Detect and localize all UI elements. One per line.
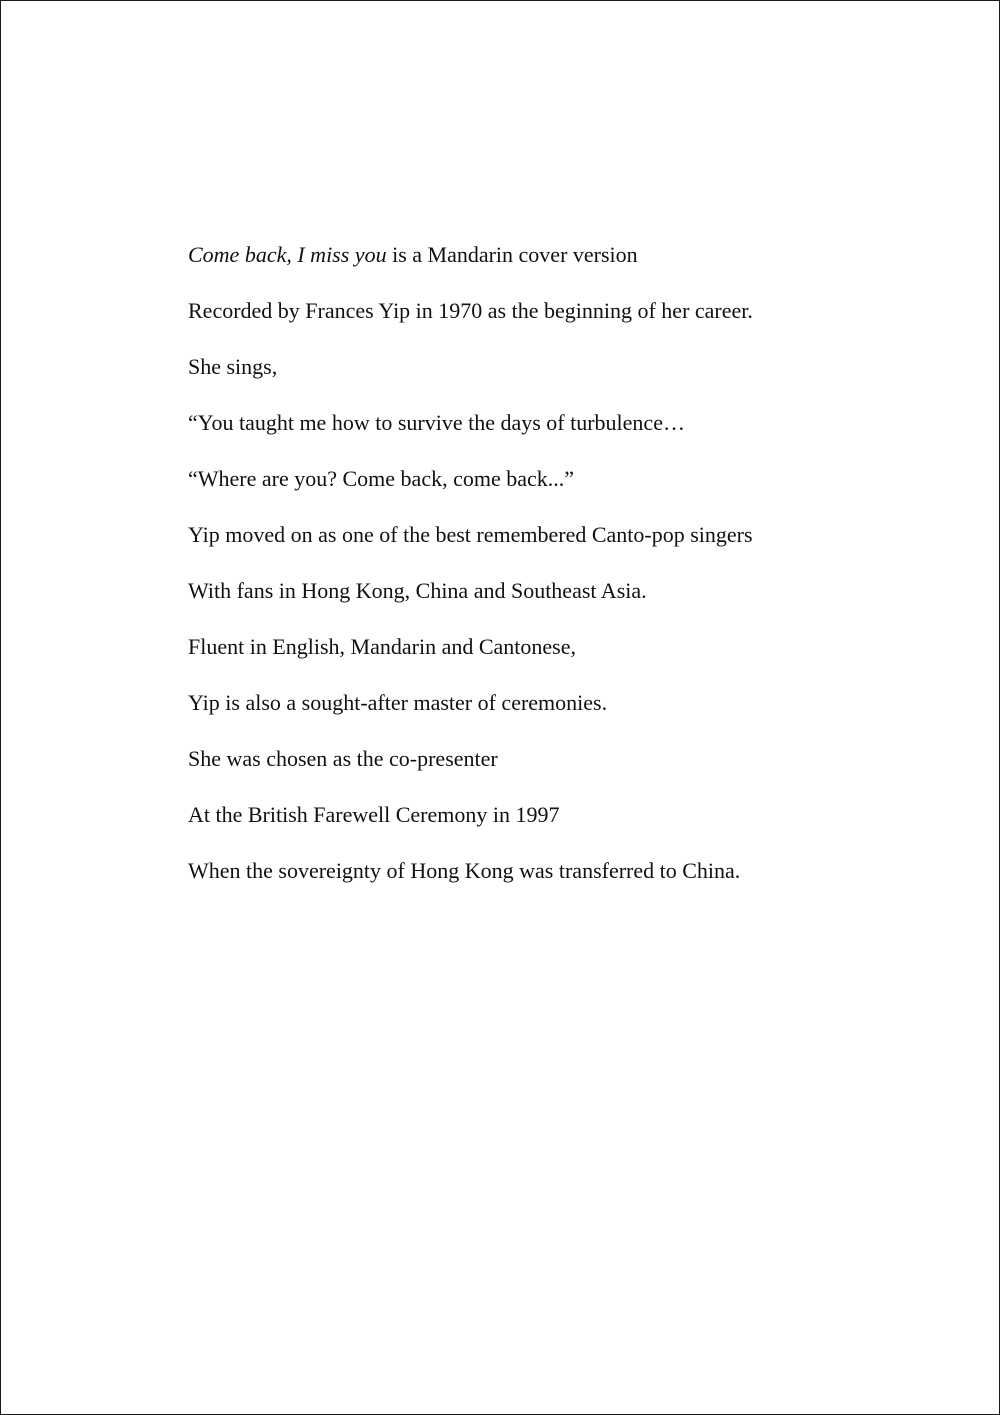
poem-line-8: Fluent in English, Mandarin and Cantonese, [188,634,576,659]
poem-line-3: She sings, [188,354,278,379]
poem-line-2: Recorded by Frances Yip in 1970 as the beginning of her career. [188,298,753,323]
poem-line-12: When the sovereignty of Hong Kong was transferred to China. [188,858,741,883]
poem-text [188,239,753,911]
poem-line-6: Yip moved on as one of the best remembered Canto-pop singers [188,522,753,547]
poem-line-9: Yip is also a sought-after master of ceremonies. [188,690,608,715]
poem-line-1 [188,239,753,295]
poem-line-11: At the British Farewell Ceremony in 1997 [188,802,560,827]
poem-line-7: With fans in Hong Kong, China and Southeast Asia. [188,578,647,603]
poem-line-10: She was chosen as the co-presenter [188,746,498,771]
poem-line-4: “You taught me how to survive the days of turbulence… [188,410,685,435]
poem-line-5: “Where are you? Come back, come back...” [188,466,575,491]
song-title: Come back, I miss you [188,242,387,267]
poem-line-1-rest: is a Mandarin cover version [386,242,638,267]
